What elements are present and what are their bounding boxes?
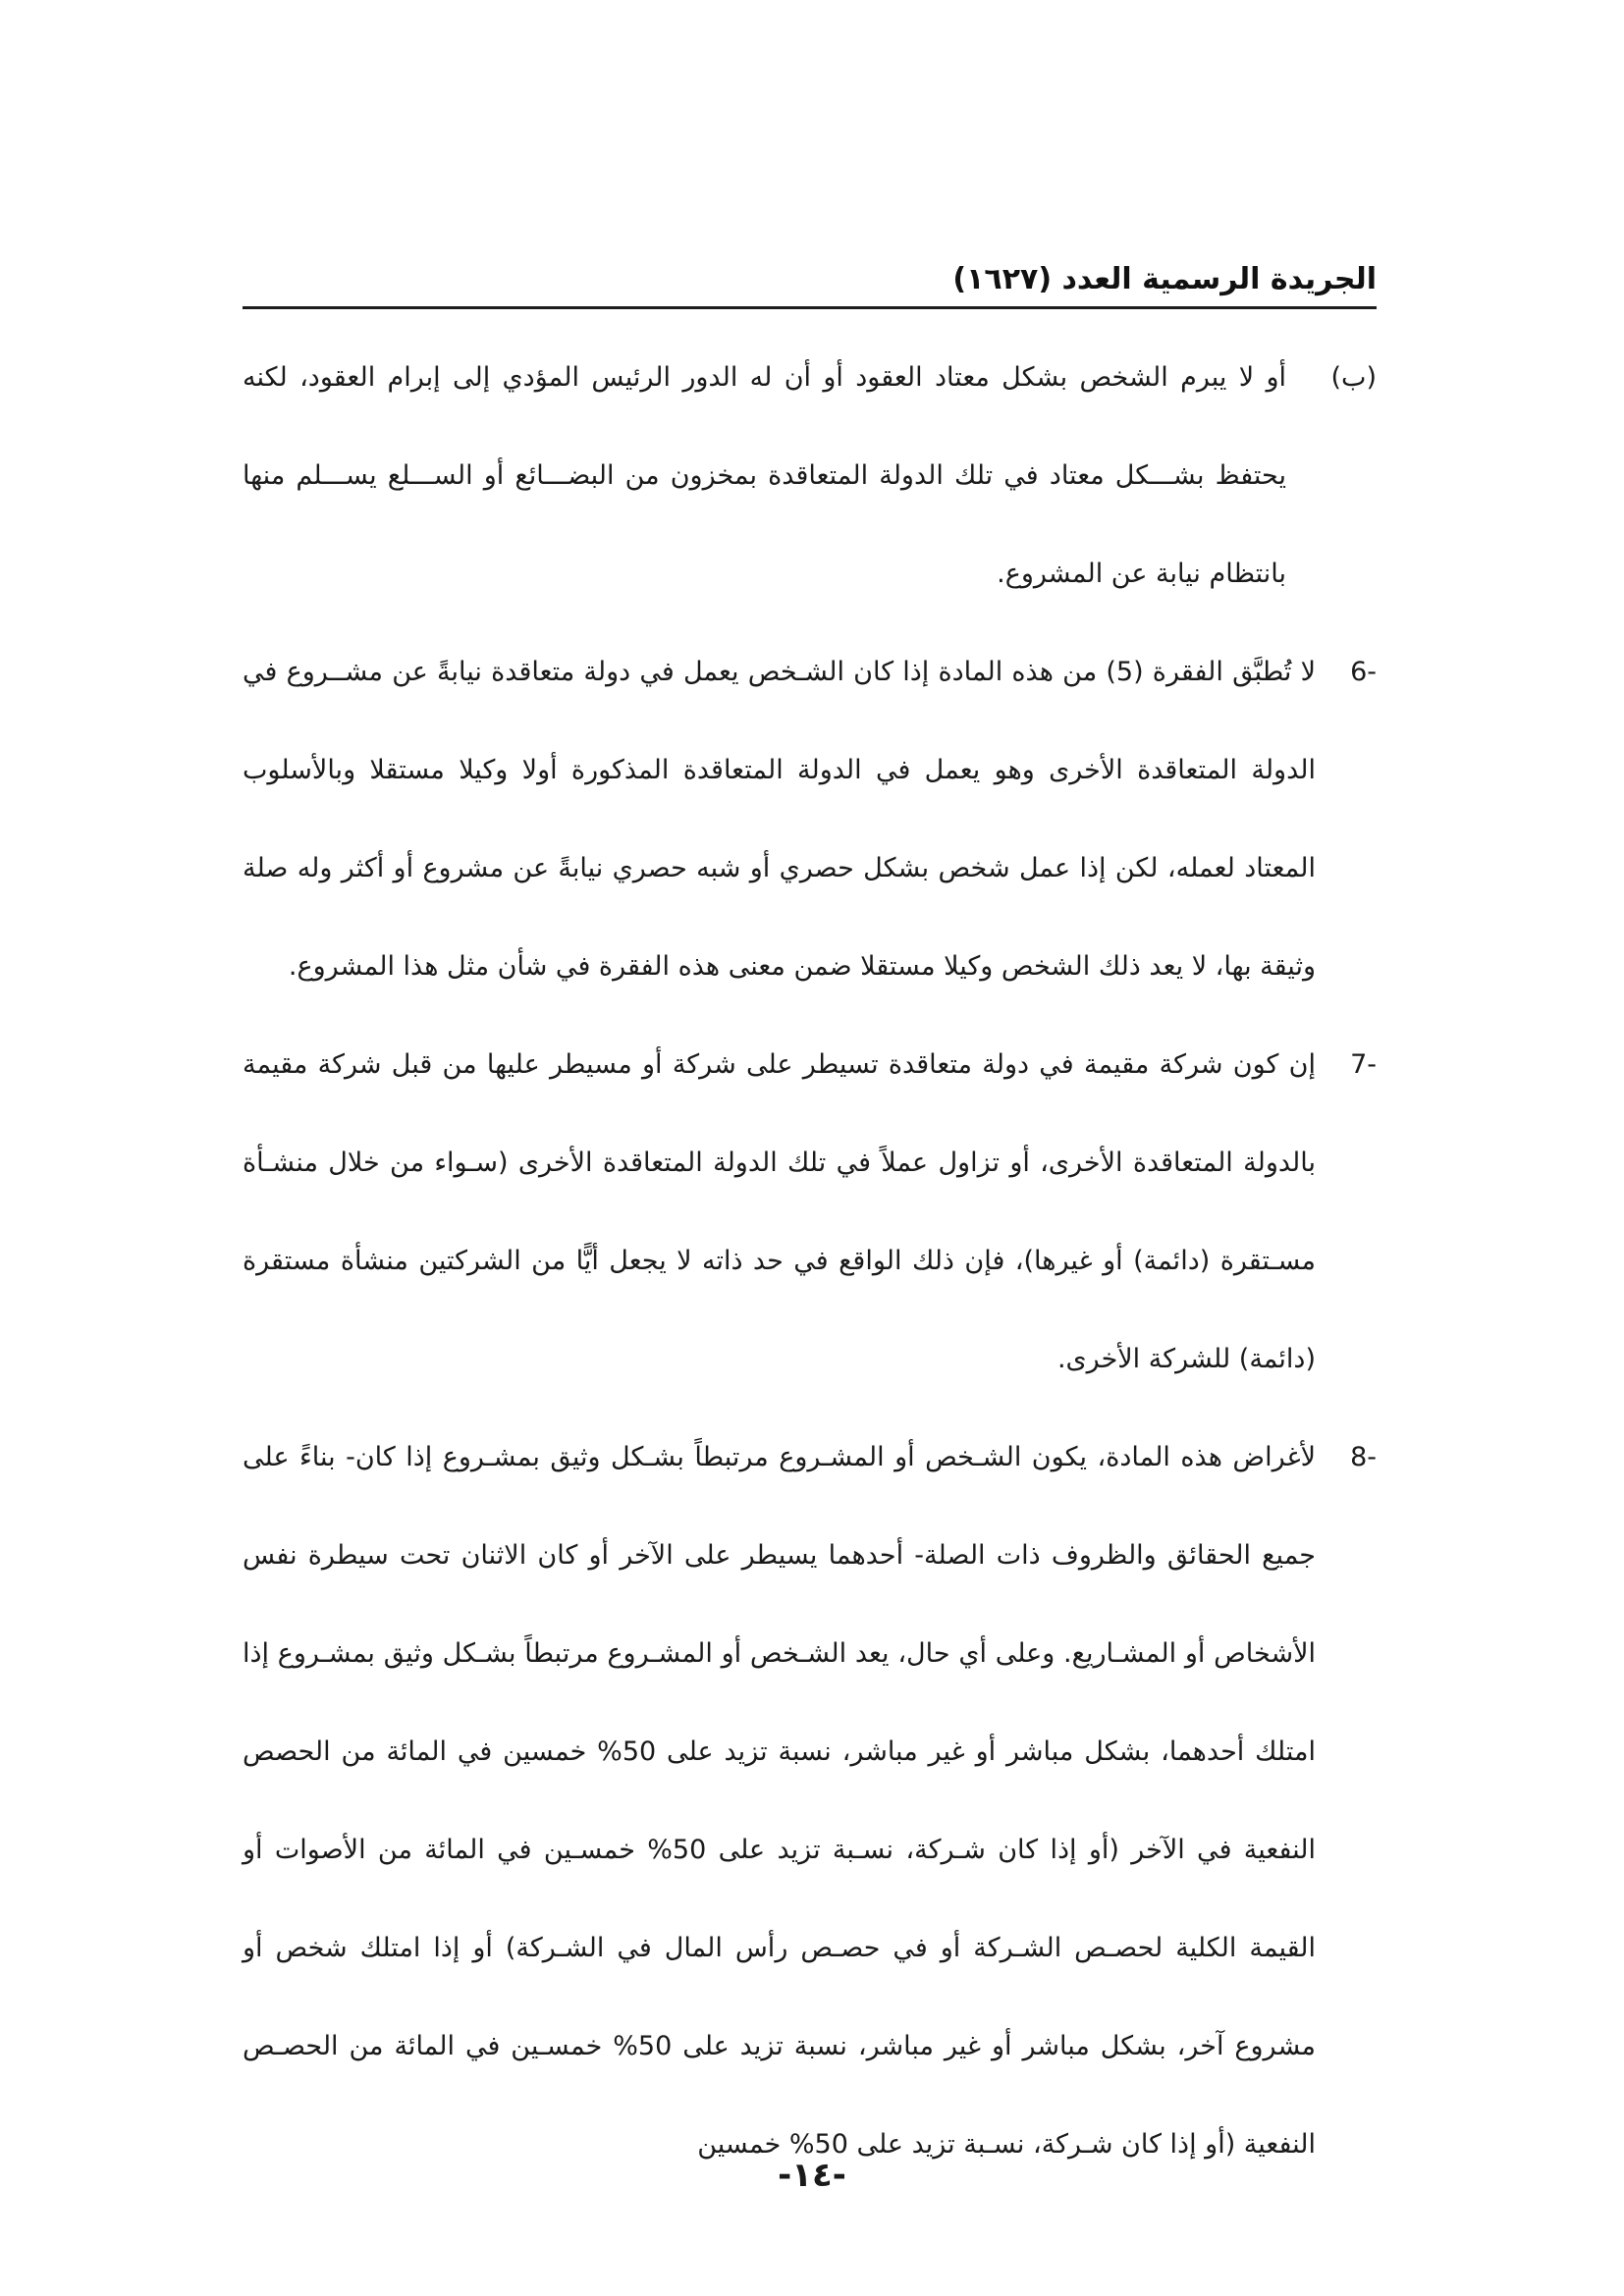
- document-body: [243, 329, 1377, 2194]
- header-divider: [243, 306, 1377, 309]
- paragraph-b: [243, 329, 1377, 623]
- page-header: [243, 257, 1377, 308]
- gazette-title: الجريدة الرسمية العدد (١٦٢٧): [952, 262, 1377, 296]
- paragraph-8: [243, 1409, 1377, 2194]
- paragraph-7: [243, 1016, 1377, 1409]
- paragraph-number: -8: [1350, 1442, 1377, 1472]
- paragraph-marker: (ب): [1330, 362, 1377, 393]
- paragraph-number: -7: [1350, 1049, 1377, 1080]
- paragraph-number: -6: [1350, 657, 1377, 687]
- paragraph-text: إن كون شركة مقيمة في دولة متعاقدة تسيطر على شركة أو مسيطر عليها من قبل شركة مقيمة بالدولة المتعاقدة الأخرى، أو تزاول عملاً في تلك الدولة المتعاقدة الأخرى (سـواء من خلال منشـأة مسـتقرة (دائمة) أو غيرها)، فإن ذلك الواقع في حد ذاته لا يجعل أيًّا من الشركتين منشأة مستقرة (دائمة) للشركة الأخرى.: [243, 1049, 1316, 1374]
- paragraph-6: [243, 623, 1377, 1016]
- page-number: -١٤-: [778, 2156, 846, 2195]
- paragraph-text: لا تُطبَّق الفقرة (5) من هذه المادة إذا كان الشـخص يعمل في دولة متعاقدة نيابةً عن مشــروع في الدولة المتعاقدة الأخرى وهو يعمل في الدولة المتعاقدة المذكورة أولا وكيلا مستقلا وبالأسلوب المعتاد لعمله، لكن إذا عمل شخص بشكل حصري أو شبه حصري نيابةً عن مشروع أو أكثر وله صلة وثيقة بها، لا يعد ذلك الشخص وكيلا مستقلا ضمن معنى هذه الفقرة في شأن مثل هذا المشروع.: [243, 657, 1316, 982]
- paragraph-text: أو لا يبرم الشخص بشكل معتاد العقود أو أن له الدور الرئيس المؤدي إلى إبرام العقود، لكنه يحتفظ بشـــكل معتاد في تلك الدولة المتعاقدة بمخزون من البضـــائع أو الســـلع يســـلم منها بانتظام نيابة عن المشروع.: [243, 362, 1286, 589]
- paragraph-text: لأغراض هذه المادة، يكون الشـخص أو المشـروع مرتبطاً بشـكل وثيق بمشـروع إذا كان- بناءً على جميع الحقائق والظروف ذات الصلة- أحدهما يسيطر على الآخر أو كان الاثنان تحت سيطرة نفس الأشخاص أو المشـاريع. وعلى أي حال، يعد الشـخص أو المشـروع مرتبطاً بشـكل وثيق بمشـروع إذا امتلك أحدهما، بشكل مباشر أو غير مباشر، نسبة تزيد على 50% خمسين في المائة من الحصص النفعية في الآخر (أو إذا كان شـركة، نسـبة تزيد على 50% خمسـين في المائة من الأصوات أو القيمة الكلية لحصـص الشـركة أو في حصـص رأس المال في الشـركة) أو إذا امتلك شخص أو مشروع آخر، بشكل مباشر أو غير مباشر، نسبة تزيد على 50% خمسـين في المائة من الحصـص النفعية (أو إذا كان شـركة، نسـبة تزيد على 50% خمسين: [243, 1442, 1316, 2160]
